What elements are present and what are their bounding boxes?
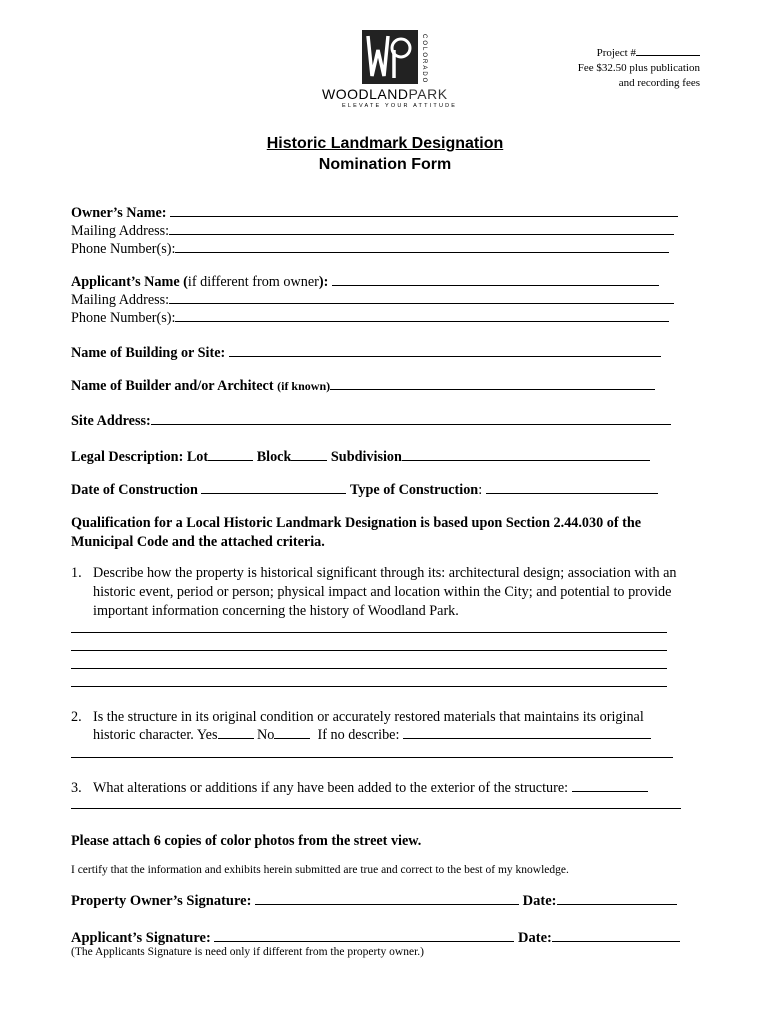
owner-date-field[interactable]: [557, 893, 677, 905]
title-line-1: Historic Landmark Designation: [266, 135, 504, 152]
question-2-number: 2.: [71, 709, 82, 725]
answer-2-line[interactable]: [71, 757, 673, 758]
applicant-phone-row: [71, 309, 669, 327]
question-3-number: 3.: [71, 780, 82, 796]
owner-mailing-field[interactable]: [169, 223, 674, 235]
applicant-name-row: [71, 273, 659, 291]
builder-row: [71, 377, 655, 395]
block-field[interactable]: [291, 449, 327, 461]
owner-phone-field[interactable]: [175, 241, 669, 253]
fee-line: Fee $32.50 plus publication: [577, 62, 700, 74]
subdivision-field[interactable]: [402, 449, 650, 461]
applicant-date-field[interactable]: [552, 930, 680, 942]
question-1: [71, 564, 701, 624]
applicant-mailing-row: [71, 291, 674, 309]
photos-instruction: Please attach 6 copies of color photos from the street view.: [71, 833, 422, 849]
legal-lot-label: Legal Description: Lot: [71, 449, 209, 465]
yes-field[interactable]: [218, 727, 254, 739]
question-1-number: 1.: [71, 565, 82, 581]
site-address-label: Site Address:: [71, 413, 151, 429]
type-construction-label: Type of Construction: [349, 482, 479, 498]
owner-mailing-row: [71, 222, 674, 240]
question-3-text: What alterations or additions if any have been added to the exterior of the structure:: [93, 780, 569, 796]
project-number-field[interactable]: [636, 44, 700, 56]
question-3-text-row: [93, 779, 703, 798]
building-row: [71, 344, 661, 362]
applicant-signature-row: [71, 929, 680, 947]
answer-3-inline-field[interactable]: [572, 780, 648, 792]
form-title: [0, 133, 770, 175]
owner-name-row: [71, 204, 678, 222]
owner-mailing-label: Mailing Address:: [71, 223, 170, 239]
logo-name2: PARK: [408, 86, 448, 102]
applicant-date-label: Date:: [518, 930, 552, 946]
logo-tagline: ELEVATE YOUR ATTITUDE: [342, 103, 458, 109]
question-2-no-label: No: [257, 727, 275, 743]
project-number-label: Project #: [596, 47, 636, 59]
certify-text: I certify that the information and exhibits herein submitted are true and correct to the best of my knowledge.: [71, 864, 569, 876]
date-construction-label: Date of Construction: [71, 482, 198, 498]
question-2-yes-label: historic character. Yes: [93, 727, 218, 743]
owner-signature-field[interactable]: [255, 893, 519, 905]
building-label: Name of Building or Site:: [71, 345, 226, 361]
applicant-phone-field[interactable]: [175, 310, 669, 322]
type-construction-field[interactable]: [486, 482, 658, 494]
date-construction-field[interactable]: [201, 482, 346, 494]
logo-name: WOODLAND: [322, 86, 409, 102]
woodland-park-logo: [318, 26, 468, 112]
applicant-signature-label: Applicant’s Signature:: [71, 930, 211, 946]
building-field[interactable]: [229, 345, 661, 357]
owner-date-label: Date:: [522, 893, 557, 909]
if-no-describe-field[interactable]: [403, 727, 651, 739]
owner-signature-row: [71, 892, 677, 910]
answer-1-line-2[interactable]: [71, 650, 667, 651]
applicant-mailing-label: Mailing Address:: [71, 292, 170, 308]
site-address-field[interactable]: [151, 413, 671, 425]
question-2-line-1: Is the structure in its original condition or accurately restored materials that maintains its original: [93, 709, 644, 725]
no-field[interactable]: [274, 727, 310, 739]
builder-label: Name of Builder and/or Architect: [71, 378, 278, 394]
lot-field[interactable]: [208, 449, 253, 461]
owner-name-field[interactable]: [170, 205, 678, 217]
type-construction-colon: :: [478, 482, 483, 498]
owner-phone-row: [71, 240, 669, 258]
legal-block-label: Block: [256, 449, 292, 465]
answer-1-line-1[interactable]: [71, 632, 667, 633]
title-line-2: Nomination Form: [318, 156, 452, 173]
applicant-signature-field[interactable]: [214, 930, 514, 942]
legal-row: [71, 448, 650, 466]
signature-note: (The Applicants Signature is need only if different from the property owner.): [71, 946, 424, 958]
builder-note: (if known): [277, 379, 331, 393]
builder-field[interactable]: [330, 378, 655, 390]
applicant-name-label-end: ):: [318, 274, 329, 290]
fee-line-2: and recording fees: [618, 77, 700, 89]
question-2: [71, 708, 701, 748]
answer-1-line-4[interactable]: [71, 686, 667, 687]
qualification-text: Qualification for a Local Historic Landmark Designation is based upon Section 2.44.030 of the Municipal Code and the attached criteria.: [71, 515, 642, 550]
owner-signature-label: Property Owner’s Signature:: [71, 893, 252, 909]
question-3: [71, 779, 701, 799]
applicant-name-field[interactable]: [332, 274, 659, 286]
question-2-if-no-label: If no describe:: [317, 727, 400, 743]
owner-phone-label: Phone Number(s):: [71, 241, 176, 257]
site-row: [71, 412, 671, 430]
logo-side-text: COLORADO: [421, 34, 427, 85]
answer-3-line[interactable]: [71, 808, 681, 809]
applicant-mailing-field[interactable]: [169, 292, 674, 304]
applicant-name-label: Applicant’s Name (: [71, 274, 188, 290]
legal-subdivision-label: Subdivision: [330, 449, 402, 465]
owner-name-label: Owner’s Name:: [71, 205, 167, 221]
fee-info: [540, 44, 700, 91]
construction-row: [71, 481, 658, 499]
question-1-text: Describe how the property is historical significant through its: architectural design; association with an historic event, period or person; physical impact and location within the City; and potential to provide important information concerning the history of Woodland Park.: [93, 565, 677, 619]
applicant-phone-label: Phone Number(s):: [71, 310, 176, 326]
applicant-name-note: if different from owner: [187, 274, 319, 290]
answer-1-line-3[interactable]: [71, 668, 667, 669]
